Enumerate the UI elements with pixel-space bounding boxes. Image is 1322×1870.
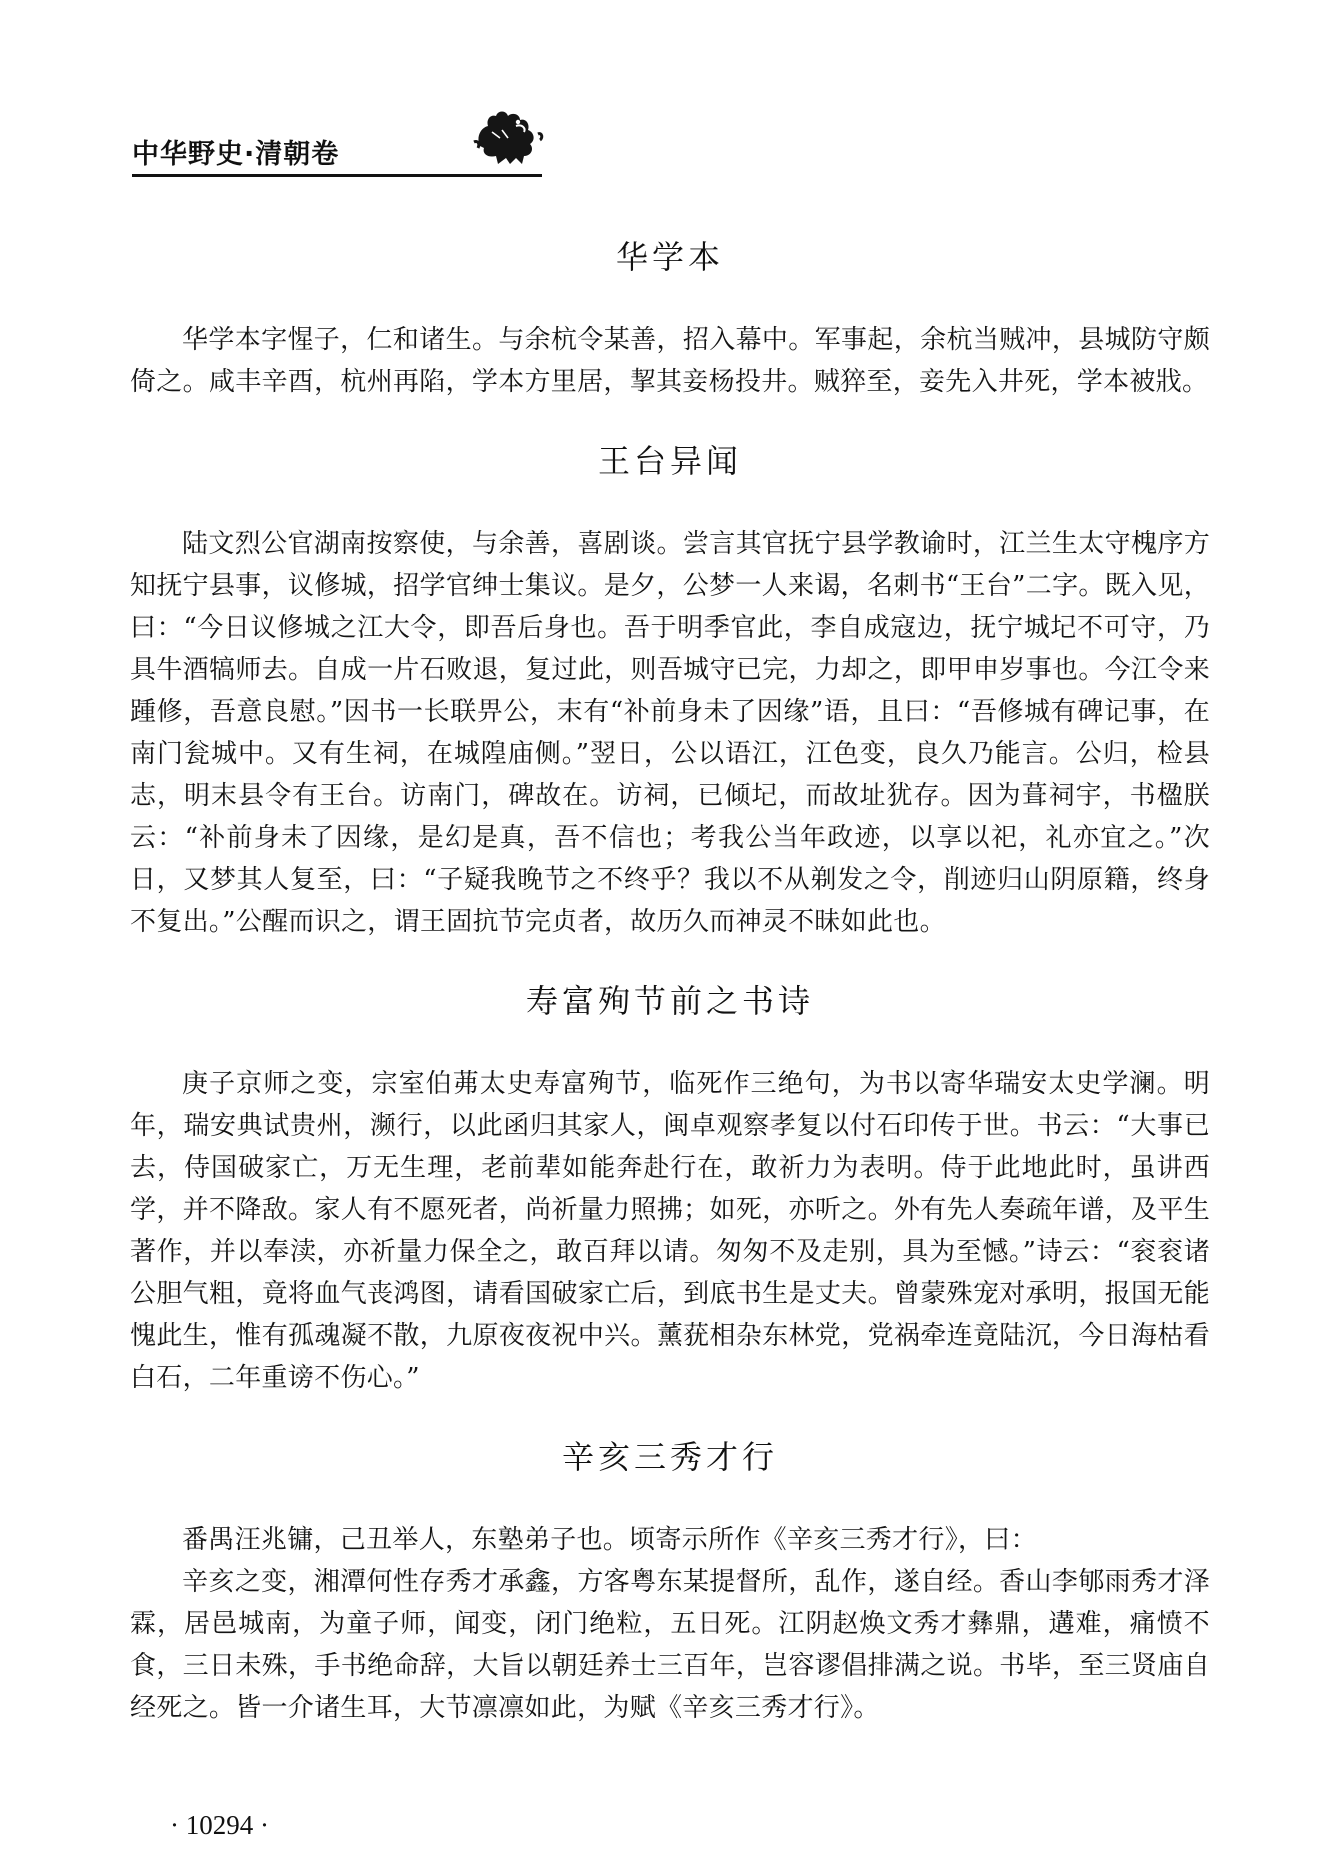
page-number: · 10294 · (170, 1810, 269, 1840)
section-title-xinhai: 辛亥三秀才行 (561, 1438, 778, 1476)
paragraph: 庚子京师之变，宗室伯茀太史寿富殉节，临死作三绝句，为书以寄华瑞安太史学澜。明年，瑞安典试贵州，濒行，以此函归其家人，闽卓观察孝复以付石印传于世。书云：“大事已去，侍国破家亡，万无生理，老前辈如能奔赴行在，敢祈力为表明。侍于此地此时，虽讲西学，并不降敌。家人有不愿死者，尚祈量力照拂；如死，亦听之。外有先人奏疏年谱，及平生著作，并以奉渎，亦祈量力保全之，敢百拜以请。匆匆不及走别，具为至憾。”诗云：“衮衮诸公胆气粗，竟将血气丧鸿图，请看国破家亡后，到底书生是丈夫。曾蒙殊宠对承明，报国无能愧此生，惟有孤魂凝不散，九原夜夜祝中兴。薰莸相杂东林党，党祸牵连竟陆沉，今日海枯看白石，二年重谤不伤心。” (130, 1069, 1210, 1393)
page-header (132, 102, 542, 177)
dragon-icon (472, 102, 544, 168)
paragraph: 番禺汪兆镛，己丑举人，东塾弟子也。顷寄示所作《辛亥三秀才行》，曰： (182, 1525, 1037, 1555)
paragraph: 陆文烈公官湖南按察使，与余善，喜剧谈。尝言其官抚宁县学教谕时，江兰生太守槐序方知抚宁县事，议修城，招学官绅士集议。是夕，公梦一人来谒，名刺书“王台”二字。既入见，曰：“今日议修城之江大令，即吾后身也。吾于明季官此，李自成寇边，抚宁城圮不可守，乃具牛酒犒师去。自成一片石败退，复过此，则吾城守已完，力却之，即甲申岁事也。今江令来踵修，吾意良慰。”因书一长联畀公，末有“补前身未了因缘”语，且曰：“吾修城有碑记事，在南门瓮城中。又有生祠，在城隍庙侧。”翌日，公以语江，江色变，良久乃能言。公归，检县志，明末县令有王台。访南门，碑故在。访祠，已倾圮，而故址犹存。因为葺祠宇，书楹朕云：“补前身未了因缘，是幻是真，吾不信也；考我公当年政迹，以享以祀，礼亦宜之。”次日，又梦其人复至，曰：“子疑我晚节之不终乎？我以不从剃发之令，削迹归山阴原籍，终身不复出。”公醒而识之，谓王固抗节完贞者，故历久而神灵不昧如此也。 (130, 529, 1210, 937)
paragraph: 华学本字惺子，仁和诸生。与余杭令某善，招入幕中。军事起，余杭当贼冲，县城防守颇倚之。咸丰辛酉，杭州再陷，学本方里居，挈其妾杨投井。贼猝至，妾先入井死，学本被戕。 (130, 325, 1210, 397)
section-title-wang-tai: 王台异闻 (597, 442, 742, 480)
main-content (130, 225, 1210, 1729)
section-title-shoufu: 寿富殉节前之书诗 (525, 982, 814, 1020)
header-rule (132, 174, 542, 177)
section-title-hua-xueben: 华学本 (615, 238, 724, 276)
book-title: 中华野史·清朝卷 (132, 139, 340, 170)
paragraph: 辛亥之变，湘潭何性存秀才承鑫，方客粤东某提督所，乱作，遂自经。香山李郇雨秀才泽霖，居邑城南，为童子师，闻变，闭门绝粒，五日死。江阴赵焕文秀才彝鼎，遘难，痛愤不食，三日未殊，手书绝命辞，大旨以朝廷养士三百年，岂容谬倡排满之说。书毕，至三贤庙自经死之。皆一介诸生耳，大节凛凛如此，为赋《辛亥三秀才行》。 (130, 1567, 1210, 1723)
